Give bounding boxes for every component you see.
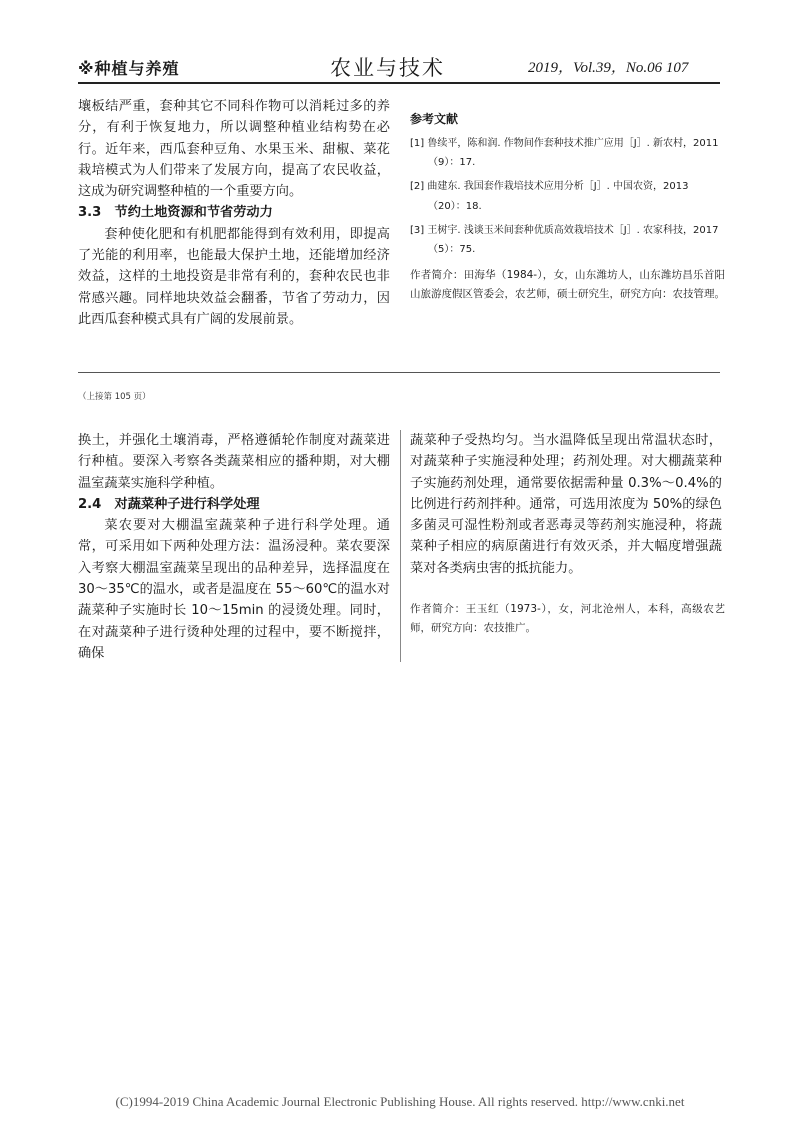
body-paragraph: 蔬菜种子受热均匀。当水温降低呈现出常温状态时，对蔬菜种子实施浸种处理；药剂处理。对大棚蔬菜种子实施药剂处理，通常要依据需种量 0.3%～0.4%的比例进行药剂拌种。通常，可选用浓度为 50%的绿色多菌灵可湿性粉剂或者恶毒灵等药剂实施浸种，将蔬菜种子相应的病原菌进行有效灭杀，并大幅度增强蔬菜对各类病虫害的抵抗能力。 — [410, 433, 722, 576]
body-paragraph: 壤板结严重，套种其它不同科作物可以消耗过多的养分，有利于恢复地力，所以调整种植业结构势在必行。近年来，西瓜套种豆角、水果玉米、甜椒、菜花栽培模式为人们带来了发展方向，提高了农民收益，这成为研究调整种植的一个重要方向。 — [78, 99, 390, 200]
bottom-left-column — [78, 430, 390, 664]
references-list — [410, 134, 724, 264]
references-title: 参考文献 — [410, 112, 459, 126]
section-divider — [78, 372, 720, 373]
author-bio: 作者简介：田海华（1984-），女，山东潍坊人，山东潍坊昌乐首阳山旅游度假区管委会，农艺师，硕士研究生，研究方向：农技管理。 — [410, 269, 725, 300]
top-left-column — [78, 96, 390, 330]
continuation-note: （上接第 105 页） — [78, 392, 151, 402]
section-heading: 3.3 节约土地资源和节省劳动力 — [78, 205, 273, 221]
bottom-right-column — [410, 430, 722, 579]
author-bio: 作者简介：王玉红（1973-），女，河北沧州人，本科，高级农艺师，研究方向：农技推广。 — [410, 603, 725, 634]
reference-item: [1] 鲁续平，陈和润. 作物间作套种技术推广应用［J］. 新农村，2011（9）：17. — [410, 138, 719, 169]
section-label: ※种植与养殖 — [78, 59, 180, 78]
copyright-footer: (C)1994-2019 China Academic Journal Electronic Publishing House. All rights reserved. http://www.cnki.net — [115, 1094, 685, 1109]
body-paragraph: 套种使化肥和有机肥都能得到有效利用，即提高了光能的利用率，也能最大保护土地，还能增加经济效益，这样的土地投资是非常有利的，套种农民也非常感兴趣。同样地块效益会翻番，节省了劳动力，因此西瓜套种模式具有广阔的发展前景。 — [78, 226, 390, 327]
column-divider — [400, 430, 401, 662]
section-heading: 2.4 对蔬菜种子进行科学处理 — [78, 496, 260, 512]
issue-info: 2019，Vol.39，No.06 107 — [528, 60, 689, 76]
journal-title: 农业与技术 — [330, 56, 445, 80]
body-paragraph: 菜农要对大棚温室蔬菜种子进行科学处理。通常，可采用如下两种处理方法：温汤浸种。菜农要深入考察大棚温室蔬菜呈现出的品种差异，选择温度在 30～35℃的温水，或者是温度在 55～60℃的温水对蔬菜种子实施时长 10～15min 的浸烫处理。同时，在对蔬菜种子进行烫种处理的过程中，要不断搅拌，确保 — [78, 518, 390, 661]
body-paragraph: 换土，并强化土壤消毒，严格遵循轮作制度对蔬菜进行种植。要深入考察各类蔬菜相应的播种期，对大棚温室蔬菜实施科学种植。 — [78, 433, 390, 491]
header-rule — [78, 82, 720, 84]
reference-item: [2] 曲建东. 我国套作栽培技术应用分析［J］. 中国农资，2013（20）：18. — [410, 181, 689, 212]
reference-item: [3] 王树宇. 浅谈玉米间套种优质高效栽培技术［J］. 农家科技，2017（5）：75. — [410, 224, 719, 256]
